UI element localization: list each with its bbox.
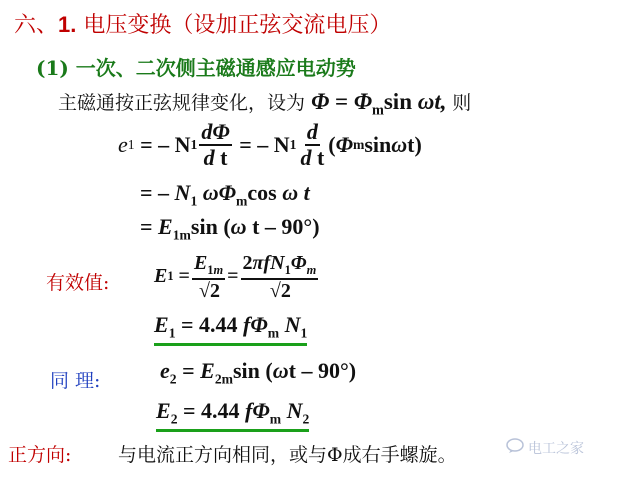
watermark-text: 电工之家 (528, 441, 584, 457)
intro-text: 主磁通按正弦规律变化，设为 (58, 92, 306, 114)
intro-suffix: 则 (452, 92, 472, 114)
intro-line (58, 88, 471, 120)
slide-heading (14, 8, 391, 39)
label-effective-value: 有效值: (46, 272, 110, 294)
heading-note: （设加正弦交流电压） (171, 13, 392, 38)
equation-E1-final: $E_1 = 4.44$ $f\Phi_m$ $N_1$ (154, 312, 307, 346)
equation-E1-rms: E 1 = $\frac{E_{1m}}{√2}$ = $\frac{2\pi fN_1\Phi_m}{√2}$ (154, 252, 317, 302)
heading-title: 电压变换 (83, 13, 172, 38)
heading-number: 1. (58, 12, 77, 37)
label-similarly: 同 理: (50, 370, 101, 392)
watermark (506, 438, 584, 458)
equation-e1-line1: e 1 = – N 1 $\frac{d\Phi}{\text{d t}}$ = – N 1 $\frac{d}{\text{d t}}$ ( Φ m sin ω t) (118, 119, 422, 171)
equation-e1-line3: = $E_{1m}\sin$ (ω t – 90°) (140, 214, 320, 243)
chat-bubble-icon (506, 438, 524, 458)
equation-E2-final: $E_2 = 4.44$ $f\Phi_m$ $N_2$ (156, 398, 309, 432)
positive-direction-text: 与电流正方向相同，或与Φ成右手螺旋。 (118, 444, 457, 466)
heading-prefix: 六、 (14, 13, 59, 38)
section-subheading: (1) 一次、二次侧主磁通感应电动势 (36, 56, 356, 80)
label-positive-direction: 正方向: (8, 444, 72, 466)
equation-e1-line2: = – $N_1$ $\omega\Phi_m\cos$ ω t (140, 180, 310, 209)
equation-e2: $e_2 = E_{2m}\sin$ (ωt – 90°) (160, 358, 357, 387)
intro-formula: $\Phi = \Phi_m\sin$ ωt, (311, 89, 447, 119)
